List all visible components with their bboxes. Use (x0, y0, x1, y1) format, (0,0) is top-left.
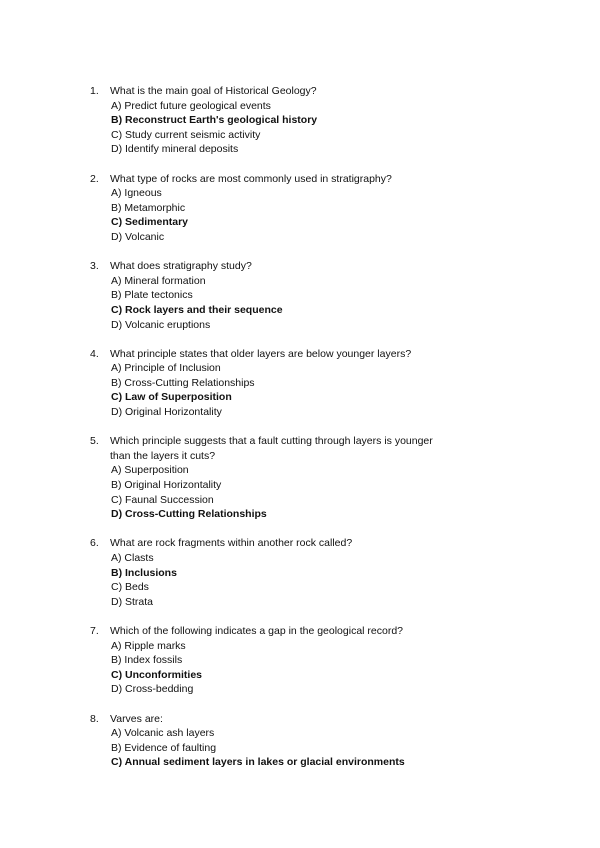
correct-answer-option: C) Sedimentary (111, 216, 189, 229)
correct-answer-option: C) Rock layers and their sequence (111, 303, 283, 316)
answer-option: D) Strata (111, 595, 154, 608)
question-number: 8. (90, 712, 99, 725)
answer-option: B) Metamorphic (111, 201, 186, 214)
question-3 (90, 259, 450, 332)
correct-answer-option: C) Unconformities (111, 668, 203, 681)
answer-option: C) Study current seismic activity (111, 128, 261, 141)
question-number: 2. (90, 172, 99, 185)
question-text: Which principle suggests that a fault cutting through layers is younger than the layers it cuts? (110, 435, 433, 462)
answer-option: A) Mineral formation (111, 274, 206, 287)
question-text: What is the main goal of Historical Geology? (110, 85, 317, 97)
answer-option: D) Volcanic (111, 230, 165, 243)
question-2 (90, 172, 450, 245)
answer-option: B) Original Horizontality (111, 479, 222, 492)
question-heading (90, 84, 450, 99)
question-7 (90, 624, 450, 697)
question-text: What principle states that older layers are below younger layers? (110, 347, 412, 360)
answer-option: B) Plate tectonics (111, 289, 193, 302)
answer-options (90, 551, 450, 609)
question-1 (90, 84, 450, 157)
answer-options (90, 274, 450, 332)
question-heading (90, 712, 450, 727)
question-number: 5. (90, 435, 99, 448)
question-heading (90, 536, 450, 551)
answer-option: A) Clasts (111, 552, 154, 564)
answer-option: A) Predict future geological events (111, 99, 271, 112)
answer-options (90, 361, 450, 419)
question-number: 4. (90, 347, 99, 360)
answer-option: A) Volcanic ash layers (111, 727, 215, 740)
question-text: What are rock fragments within another rock called? (110, 537, 353, 550)
correct-answer-option: C) Annual sediment layers in lakes or glacial environments (111, 756, 405, 769)
question-heading (90, 434, 450, 463)
question-number: 1. (90, 85, 99, 97)
question-4 (90, 347, 450, 420)
answer-option: D) Identify mineral deposits (111, 143, 239, 156)
answer-options (90, 463, 450, 521)
answer-options (90, 186, 450, 244)
question-heading (90, 172, 450, 187)
question-8 (90, 712, 450, 770)
answer-options (90, 639, 450, 697)
correct-answer-option: D) Cross-Cutting Relationships (111, 508, 267, 521)
answer-option: D) Volcanic eruptions (111, 318, 211, 331)
question-text: Varves are: (110, 712, 163, 725)
correct-answer-option: C) Law of Superposition (111, 391, 232, 404)
correct-answer-option: B) Inclusions (111, 566, 177, 579)
question-heading (90, 347, 450, 362)
question-heading (90, 624, 450, 639)
question-number: 3. (90, 260, 99, 273)
answer-option: B) Cross-Cutting Relationships (111, 376, 255, 389)
answer-option: D) Original Horizontality (111, 406, 222, 419)
question-number: 6. (90, 537, 99, 550)
answer-option: A) Ripple marks (111, 639, 186, 652)
question-number: 7. (90, 624, 99, 637)
answer-option: C) Faunal Succession (111, 493, 214, 506)
answer-option: A) Superposition (111, 464, 189, 477)
question-text: Which of the following indicates a gap in the geological record? (110, 624, 404, 637)
question-5 (90, 434, 450, 522)
correct-answer-option: B) Reconstruct Earth's geological history (111, 114, 318, 127)
answer-options (90, 99, 450, 157)
question-list (90, 84, 450, 785)
answer-option: A) Principle of Inclusion (111, 362, 221, 375)
answer-option: D) Cross-bedding (111, 683, 194, 696)
question-6 (90, 536, 450, 609)
answer-option: C) Beds (111, 581, 149, 594)
answer-options (90, 726, 450, 770)
question-heading (90, 259, 450, 274)
question-text: What type of rocks are most commonly used in stratigraphy? (110, 172, 392, 185)
answer-option: A) Igneous (111, 187, 162, 200)
question-text: What does stratigraphy study? (110, 260, 252, 273)
answer-option: B) Index fossils (111, 654, 183, 667)
answer-option: B) Evidence of faulting (111, 741, 217, 754)
